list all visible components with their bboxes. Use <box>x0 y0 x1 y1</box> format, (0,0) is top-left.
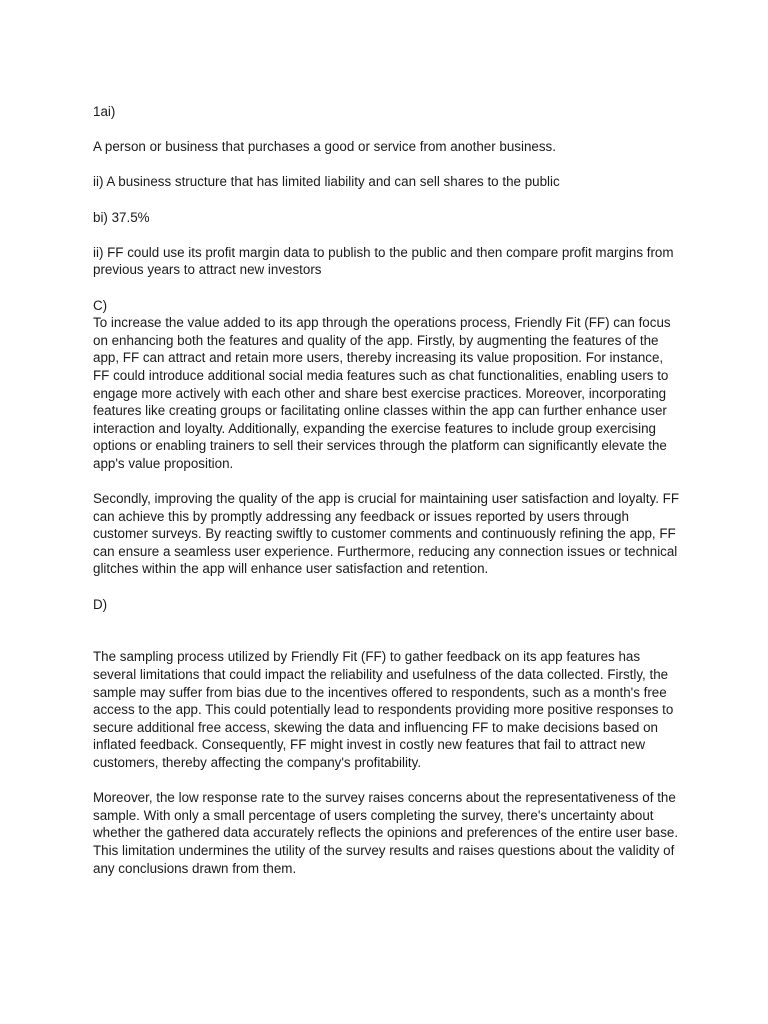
question-1bii-answer: ii) FF could use its profit margin data to publish to the public and then compare profit margins from previous years to attract new investors <box>93 244 674 278</box>
question-c-paragraph-2: Secondly, improving the quality of the app is crucial for maintaining user satisfaction and loyalty. FF can achieve this by promptly addressing any feedback or issues reported by users through customer surveys. By reacting swiftly to customer comments and continuously refining the app, FF can ensure a seamless user experience. Furthermore, reducing any connection issues or technical glitches within the app will enhance user satisfaction and retention. <box>93 491 680 577</box>
question-1bi-answer: bi) 37.5% <box>93 209 150 225</box>
question-d-label: D) <box>93 596 108 612</box>
question-c-label: C) <box>93 297 108 313</box>
question-c-paragraph-1: To increase the value added to its app through the operations process, Friendly Fit (FF) can focus on enhancing both the features and quality of the app. Firstly, by augmenting the features of the app, FF can attract and retain more users, thereby increasing its value proposition. For instance, FF could introduce additional social media features such as chat functionalities, enabling users to engage more actively with each other and share best exercise practices. Moreover, incorporating features like creating groups or facilitating online classes within the app can further enhance user interaction and loyalty. Additionally, expanding the exercise features to include group exercising options or enabling trainers to sell their services through the platform can significantly elevate the app's value proposition. <box>93 315 671 471</box>
question-d-paragraph-1: The sampling process utilized by Friendly Fit (FF) to gather feedback on its app features has several limitations that could impact the reliability and usefulness of the data collected. Firstly, the sample may suffer from bias due to the incentives offered to respondents, such as a month's free access to the app. This could potentially lead to respondents providing more positive responses to secure additional free access, skewing the data and influencing FF to make decisions based on inflated feedback. Consequently, FF might invest in costly new features that fail to attract new customers, thereby affecting the company's profitability. <box>93 649 674 770</box>
question-1aii-answer: ii) A business structure that has limited liability and can sell shares to the public <box>93 174 560 190</box>
question-d-paragraph-2: Moreover, the low response rate to the survey raises concerns about the representativeness of the sample. With only a small percentage of users completing the survey, there's uncertainty about whether the gathered data accurately reflects the opinions and preferences of the entire user base. This limitation undermines the utility of the survey results and raises questions about the validity of any conclusions drawn from them. <box>93 790 679 876</box>
question-1ai-label: 1ai) <box>93 104 116 119</box>
document-body <box>93 103 683 895</box>
blank-line <box>93 631 683 649</box>
question-1ai-answer: A person or business that purchases a good or service from another business. <box>93 139 556 155</box>
